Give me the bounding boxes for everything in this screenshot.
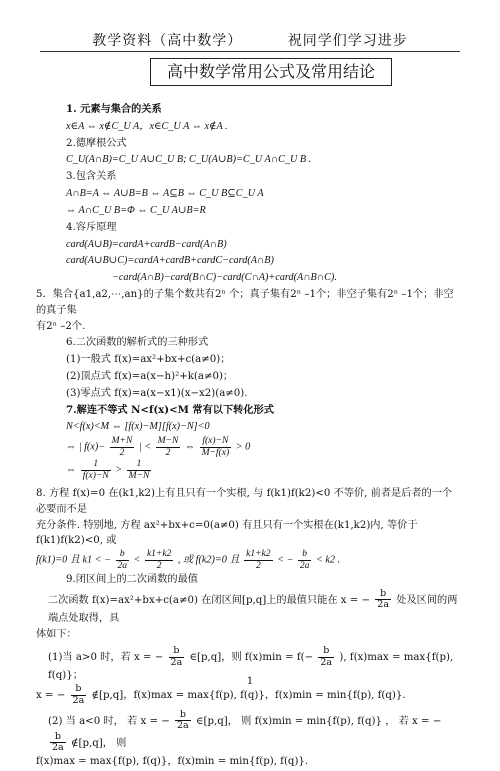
s8-l3c: , 或 f(k2)=0 且	[177, 554, 240, 566]
s7-l2d: > 0	[235, 441, 251, 453]
section-2-heading: 2.德摩根公式	[66, 137, 127, 149]
section-1-heading: 1. 元素与集合的关系	[66, 103, 162, 115]
section-6-formula-2: (2)顶点式 f(x)=a(x−h)²+k(a≠0)；	[66, 371, 234, 382]
frac-den: 2a	[320, 656, 333, 668]
s8-l3a: f(k1)=0 且 k1 < −	[36, 554, 111, 566]
frac-num: b	[175, 710, 191, 721]
s9-l5a: (2) 当 a<0 时， 若 x = −	[48, 715, 170, 727]
frac-num: b	[50, 732, 66, 743]
frac-den: 2a	[117, 560, 127, 571]
frac-num: M−N	[157, 436, 179, 447]
section-9-line-2: 体如下：	[36, 628, 77, 640]
fraction	[145, 549, 173, 571]
frac-den: 2	[255, 560, 261, 571]
frac-num: b	[375, 589, 391, 600]
section-8-line-2: 充分条件. 特别地, 方程 ax²+bx+c=0(a≠0) 有且只有一个实根在(k1,k2)内, 等价于 f(k1)f(k2)<0, 或	[36, 519, 418, 547]
section-7-formula-1: N<f(x)<M ⇔ [f(x)−M][f(x)−N]<0	[66, 421, 210, 433]
fraction	[375, 589, 391, 611]
section-4-formula-3: −card(A∩B)−card(B∩C)−card(C∩A)+card(A∩B∩C).	[112, 272, 337, 284]
frac-num: 1	[81, 459, 111, 470]
frac-den: f(x)−N	[82, 470, 109, 481]
document-body	[36, 102, 462, 771]
frac-num: k1+k2	[246, 549, 271, 560]
section-5-text	[36, 287, 462, 334]
frac-den: 2a	[299, 560, 310, 571]
fraction	[244, 549, 272, 571]
frac-num: b	[116, 549, 130, 560]
frac-num: f(x)−N	[200, 436, 232, 447]
section-6-formula-3: (3)零点式 f(x)=a(x−x1)(x−x2)(a≠0).	[66, 387, 248, 399]
section-9-line-5	[36, 710, 462, 754]
fraction	[50, 732, 66, 754]
s8-l3b: <	[133, 554, 141, 566]
s9-l5c: ∉[p,q]， 则	[70, 737, 127, 749]
header-rule	[40, 51, 460, 52]
page-title: 高中数学常用公式及常用结论	[150, 58, 392, 86]
frac-den: 2	[165, 447, 171, 458]
section-5-line-2: 有2ⁿ –2个.	[36, 320, 86, 332]
frac-num: M+N	[111, 436, 133, 447]
s9-l1a: 二次函数 f(x)=ax²+bx+c(a≠0) 在闭区间[p,q]上的最值只能在 x = −	[48, 594, 371, 606]
fraction	[116, 549, 130, 571]
section-8-line-3	[36, 549, 462, 571]
fraction	[175, 710, 191, 732]
section-7-formula-3	[66, 459, 462, 481]
s8-l3d: < −	[277, 554, 294, 566]
frac-num: b	[318, 646, 334, 657]
fraction	[318, 646, 334, 668]
fraction	[156, 436, 181, 458]
section-3-formula-1: A∩B=A ⇔ A∪B=B ⇔ A⊆B ⇔ C_U B⊆C_U A	[66, 188, 264, 200]
s9-l4a: x = −	[36, 690, 66, 702]
section-9-line-1	[36, 589, 462, 627]
frac-num: 1	[127, 459, 152, 470]
section-3-formula-2: ⇔ A∩C_U B=Φ ⇔ C_U A∪B=R	[66, 204, 206, 216]
s7-l2b: | <	[138, 441, 152, 453]
s9-l3b: ∈[p,q]，则 f(x)min = f(−	[189, 652, 314, 664]
fraction	[298, 549, 312, 571]
section-5-line-1: 5．集合{a1,a2,⋯,an}的子集个数共有2ⁿ 个；真子集有2ⁿ –1个；非空子集有2ⁿ –1个；非空的真子集	[36, 288, 454, 316]
s9-l1b: 处及区间的两端点处取得，具	[48, 594, 458, 624]
fraction	[169, 646, 185, 668]
fraction	[127, 459, 152, 481]
section-6-heading: 6.二次函数的解析式的三种形式	[66, 337, 209, 349]
s7-l2c: ⇔	[184, 441, 196, 453]
section-9-line-6: f(x)max = max{f(p), f(q)}，f(x)min = min{f(p), f(q)}.	[36, 755, 309, 767]
frac-den: 2a	[52, 742, 64, 754]
section-4-formula-1: card(A∪B)=cardA+cardB−card(A∩B)	[66, 238, 227, 250]
section-7-heading: 7.解连不等式 N<f(x)<M 常有以下转化形式	[66, 403, 274, 416]
section-3-heading: 3.包含关系	[66, 171, 117, 183]
header-left: 教学资料（高中数学）	[92, 33, 243, 49]
frac-den: 2	[119, 447, 125, 458]
s7-l3a: ⇔	[66, 464, 77, 476]
frac-den: 2a	[377, 599, 390, 611]
frac-num: b	[169, 646, 185, 657]
fraction	[81, 459, 111, 481]
fraction	[71, 684, 87, 706]
s9-l3c: ), f(x)max = max{f(p), f(q)}；	[48, 652, 454, 682]
page-header	[0, 30, 500, 50]
s7-l3b: >	[115, 464, 123, 476]
fraction	[200, 436, 232, 458]
section-4-heading: 4.容斥原理	[66, 221, 117, 233]
frac-den: 2a	[177, 720, 189, 732]
frac-den: 2	[156, 560, 162, 571]
section-9-heading: 9.闭区间上的二次函数的最值	[66, 574, 198, 586]
page-number: 1	[246, 676, 254, 687]
frac-den: 2a	[170, 656, 183, 668]
s9-l5b: ∈[p,q]， 则 f(x)min = min{f(p), f(q)} ， 若 x = −	[195, 715, 442, 727]
s9-l3a: (1)当 a>0 时，若 x = −	[48, 652, 164, 664]
section-8-text	[36, 486, 462, 571]
s7-l2a: ⇔ | f(x)−	[66, 441, 106, 453]
s8-l3e: < k2 .	[315, 554, 341, 566]
section-1-formula: x∈A ⇔ x∉C_U A，x∈C_U A ⇔ x∉A .	[66, 120, 228, 132]
section-4-formula-2: card(A∪B∪C)=cardA+cardB+cardC−card(A∩B)	[66, 255, 274, 267]
fraction	[110, 436, 135, 458]
frac-den: M−f(x)	[201, 447, 230, 458]
section-6-formula-1: (1)一般式 f(x)=ax²+bx+c(a≠0)；	[66, 354, 231, 366]
frac-den: M−N	[128, 470, 150, 481]
section-9-line-4	[36, 684, 462, 706]
frac-num: k1+k2	[146, 549, 172, 560]
header-right: 祝同学们学习进步	[287, 33, 408, 49]
s9-l4b: ∉[p,q]，f(x)max = max{f(p), f(q)}，f(x)min = min{f(p), f(q)}.	[91, 690, 406, 702]
frac-den: 2a	[72, 694, 85, 706]
section-8-line-1: 8. 方程 f(x)=0 在(k1,k2)上有且只有一个实根, 与 f(k1)f(k2)<0 不等价, 前者是后者的一个必要而不是	[36, 488, 453, 515]
frac-num: b	[298, 549, 312, 560]
section-7-formula-2	[66, 436, 462, 458]
frac-num: b	[71, 684, 87, 695]
section-2-formula: C_U(A∩B)=C_U A∪C_U B; C_U(A∪B)=C_U A∩C_U B .	[66, 154, 312, 166]
